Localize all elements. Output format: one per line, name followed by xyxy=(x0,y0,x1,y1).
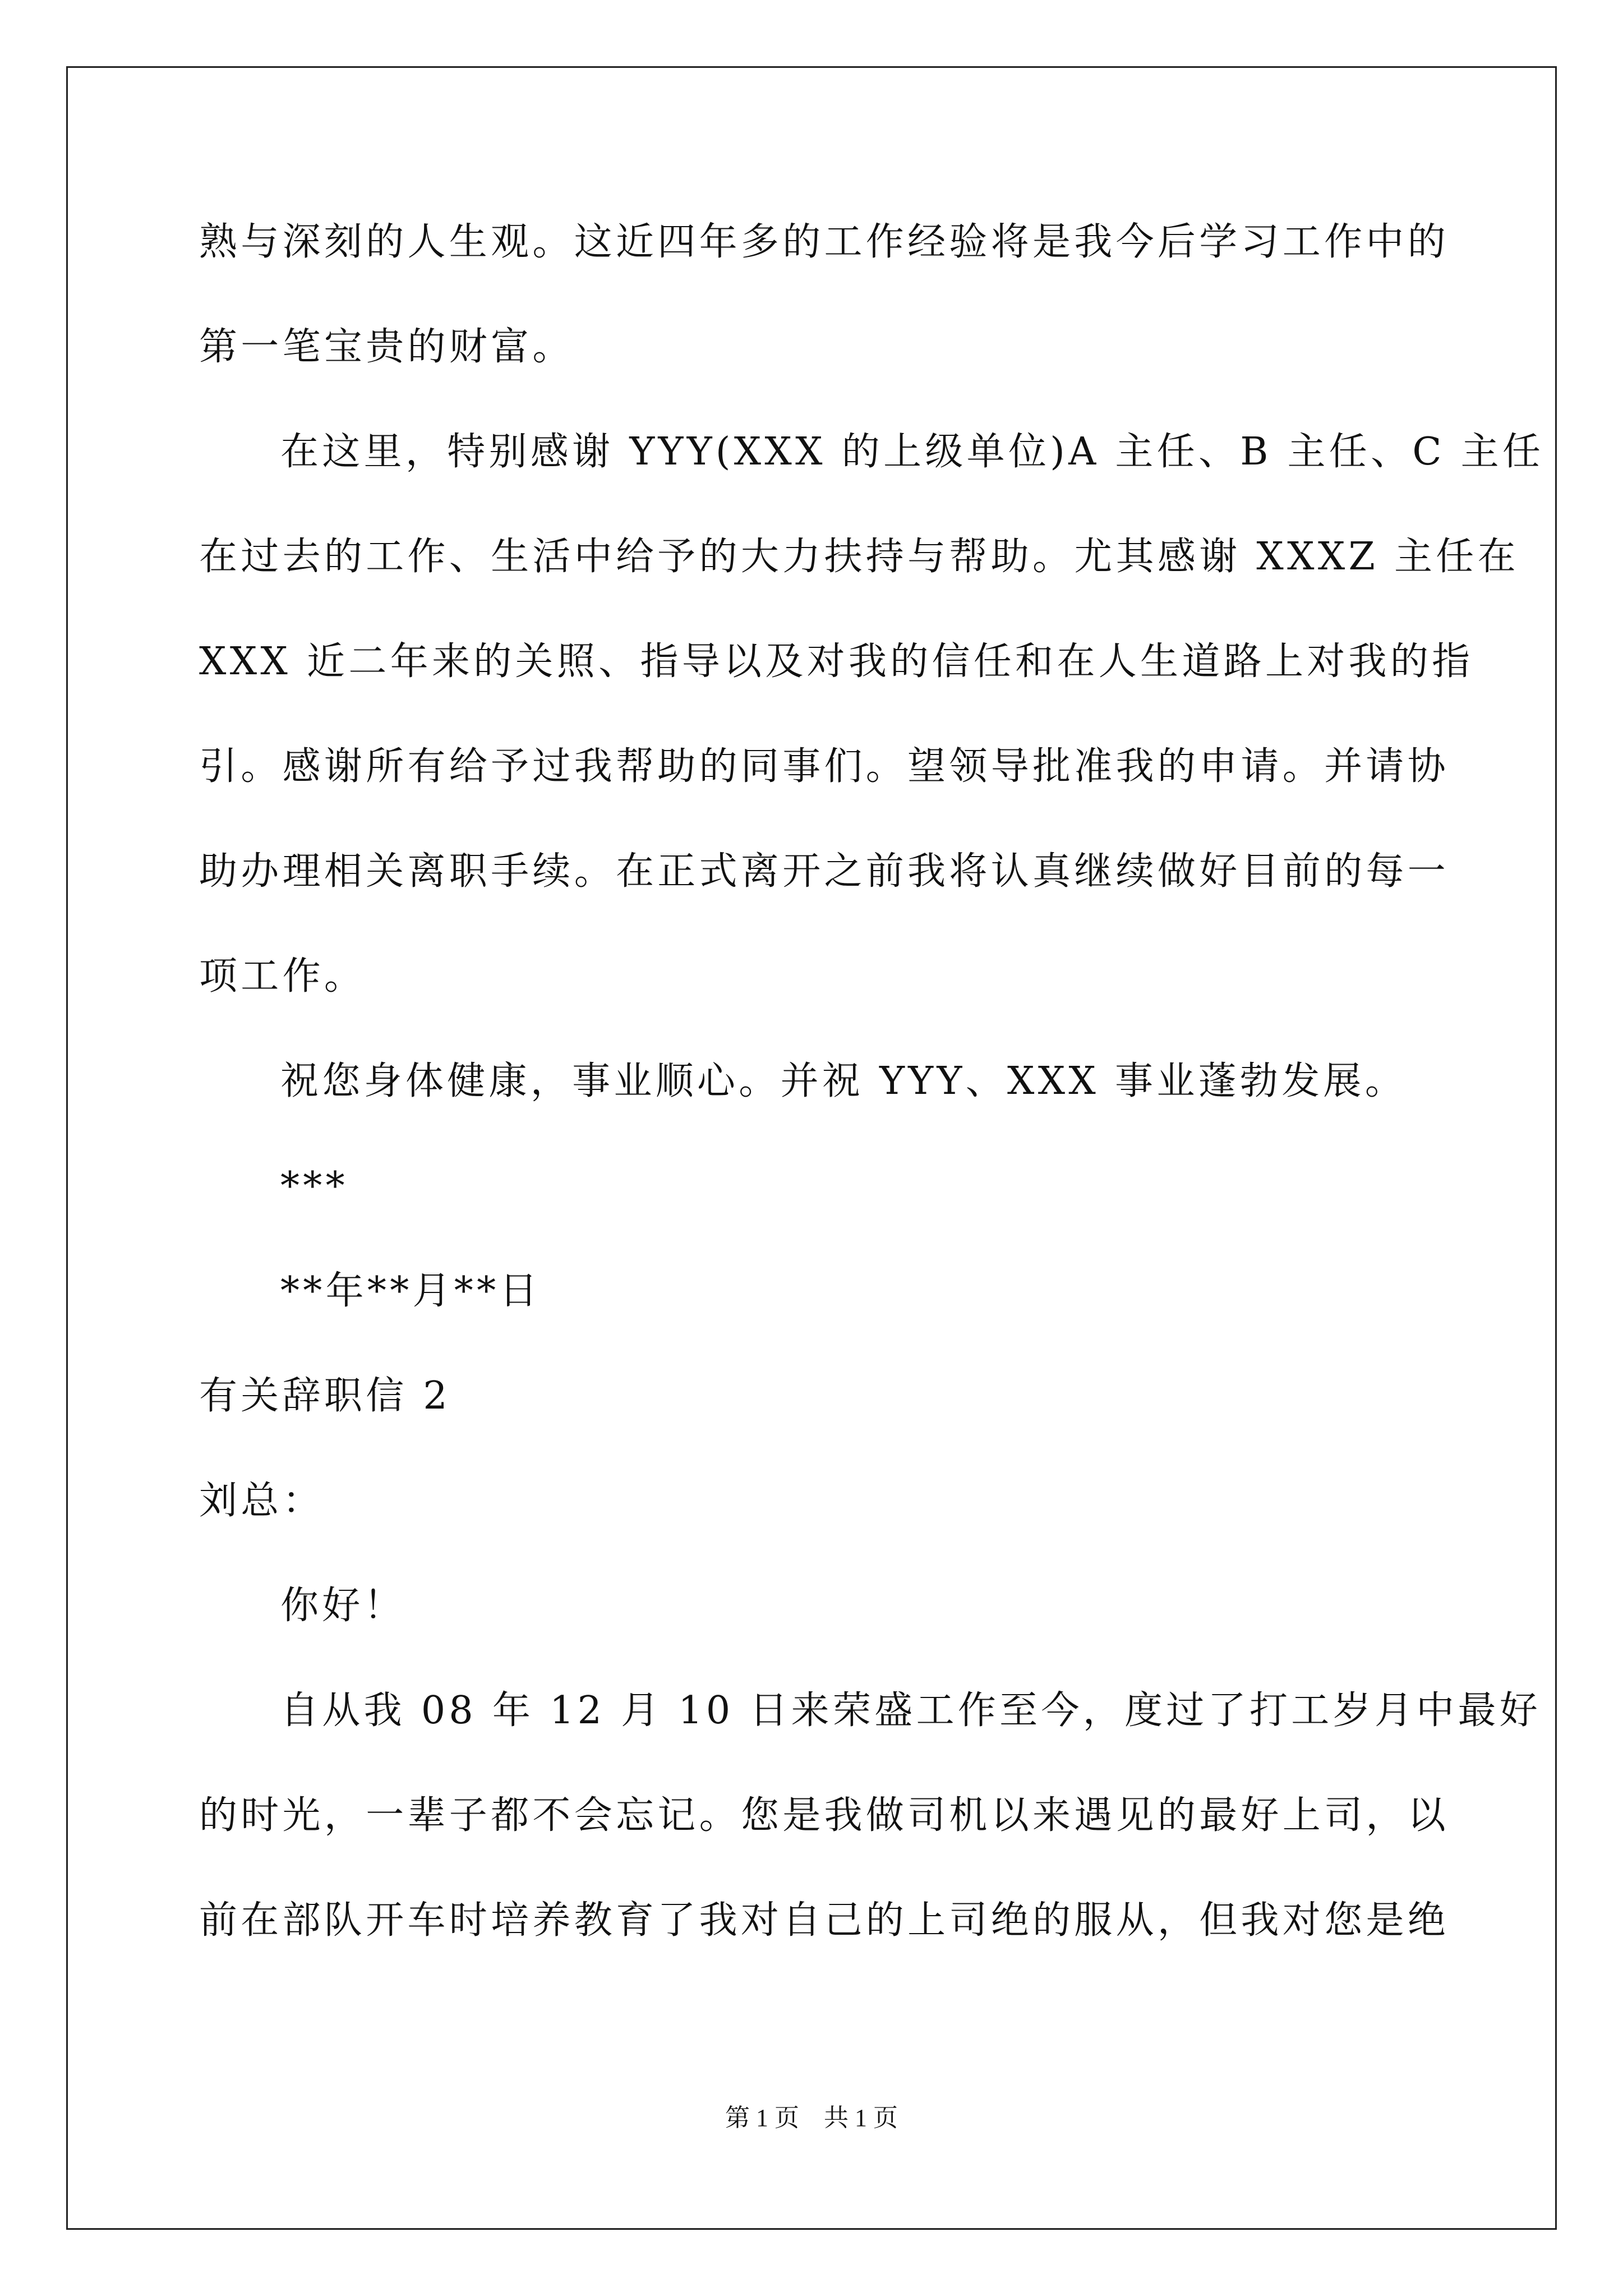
greeting: 你好！ xyxy=(280,1584,405,1628)
paragraph-line: 在过去的工作、生活中给予的大力扶持与帮助。尤其感谢 XXXZ 主任在 xyxy=(199,535,1519,579)
paragraph-line: 引。感谢所有给予过我帮助的同事们。望领导批准我的申请。并请协 xyxy=(199,744,1450,789)
paragraph-line: 自从我 08 年 12 月 10 日来荣盛工作至今，度过了打工岁月中最好 xyxy=(280,1688,1542,1733)
section-heading: 有关辞职信 2 xyxy=(199,1374,451,1418)
salutation: 刘总： xyxy=(199,1479,324,1523)
paragraph-line: 熟与深刻的人生观。这近四年多的工作经验将是我今后学习工作中的 xyxy=(199,220,1450,264)
closing-wish: 祝您身体健康，事业顺心。并祝 YYY、XXX 事业蓬勃发展。 xyxy=(280,1059,1407,1103)
paragraph-line: 在这里，特别感谢 YYY(XXX 的上级单位)A 主任、B 主任、C 主任 xyxy=(280,430,1544,474)
page-number-footer: 第 1 页 共 1 页 xyxy=(725,2104,898,2132)
signature-date: **年**月**日 xyxy=(280,1269,541,1313)
paragraph-line: 前在部队开车时培养教育了我对自己的上司绝的服从，但我对您是绝 xyxy=(199,1898,1450,1943)
paragraph-line: XXX 近二年来的关照、指导以及对我的信任和在人生道路上对我的指 xyxy=(199,639,1474,684)
signature-name: *** xyxy=(280,1164,348,1208)
paragraph-line: 的时光，一辈子都不会忘记。您是我做司机以来遇见的最好上司，以 xyxy=(199,1793,1450,1838)
paragraph-line: 助办理相关离职手续。在正式离开之前我将认真继续做好目前的每一 xyxy=(199,849,1450,894)
paragraph-line: 第一笔宝贵的财富。 xyxy=(199,325,574,369)
paragraph-line: 项工作。 xyxy=(199,954,366,999)
